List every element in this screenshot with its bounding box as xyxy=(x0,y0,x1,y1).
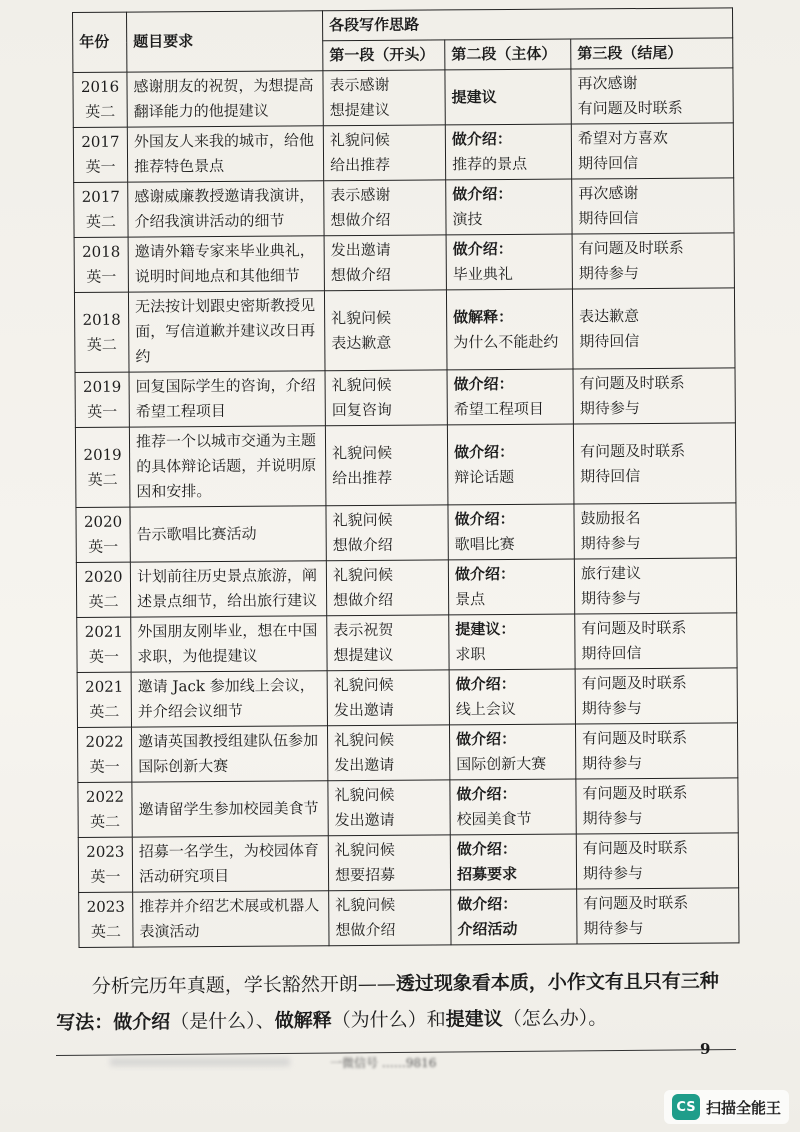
row-task: 邀请英国教授组建队伍参加国际创新大赛 xyxy=(131,726,327,782)
row-paragraph-1: 礼貌问候 想做介绍 xyxy=(326,505,448,561)
header-task: 题目要求 xyxy=(127,11,323,72)
camscanner-logo-icon: CS xyxy=(672,1094,700,1120)
row-year: 2021 英二 xyxy=(77,672,131,727)
table-header-row-1 xyxy=(73,8,733,43)
row-year: 2019 英二 xyxy=(75,427,130,507)
row-paragraph-2 xyxy=(445,124,571,180)
row-paragraph-1: 发出邀请 想做介绍 xyxy=(324,235,446,291)
summary-text: （是什么）、 xyxy=(170,1010,275,1033)
row-task: 外国友人来我的城市，给他推荐特色景点 xyxy=(127,126,323,182)
row-paragraph-1: 礼貌问候 表达歉意 xyxy=(324,290,447,371)
paragraph-2-topic: 希望工程项目 xyxy=(453,399,544,419)
row-paragraph-2 xyxy=(448,559,574,615)
row-paragraph-1: 礼貌问候 发出邀请 xyxy=(328,780,450,836)
row-paragraph-3: 旅行建议 期待参与 xyxy=(574,558,736,614)
paragraph-2-topic: 推荐的景点 xyxy=(452,154,528,174)
row-task: 邀请外籍专家来毕业典礼，说明时间地点和其他细节 xyxy=(128,236,324,292)
row-paragraph-1: 表示感谢 想做介绍 xyxy=(324,180,446,236)
summary-line-1 xyxy=(56,963,736,1005)
paragraph-2-topic: 介绍活动 xyxy=(457,919,518,939)
exam-writing-table xyxy=(72,7,740,948)
table-row xyxy=(74,178,734,238)
table-row xyxy=(73,123,733,183)
paragraph-2-method: 做介绍： xyxy=(454,509,515,529)
row-paragraph-2 xyxy=(450,834,576,890)
row-task: 外国朋友刚毕业，想在中国求职，为他提建议 xyxy=(131,616,327,672)
header-p2: 第二段（主体） xyxy=(445,39,571,70)
table-body xyxy=(73,68,739,948)
row-year: 2020 英二 xyxy=(76,562,130,617)
paragraph-2-method: 做介绍： xyxy=(456,839,517,859)
paragraph-2-topic: 辩论话题 xyxy=(454,467,515,486)
paragraph-2-topic: 演技 xyxy=(452,210,483,229)
row-task: 推荐一个以城市交通为主题的具体辩论话题，并说明原因和安排。 xyxy=(129,426,326,507)
row-paragraph-3: 有问题及时联系 期待回信 xyxy=(573,423,736,504)
row-paragraph-3: 有问题及时联系 期待参与 xyxy=(575,668,737,724)
table-row xyxy=(78,833,738,893)
row-task: 邀请 Jack 参加线上会议，并介绍会议细节 xyxy=(131,671,327,727)
row-paragraph-2 xyxy=(446,289,573,370)
table-row xyxy=(76,503,736,563)
paragraph-2-method: 做介绍： xyxy=(451,129,512,149)
paragraph-2-topic: 为什么不能赴约 xyxy=(453,332,559,351)
row-paragraph-3: 再次感谢 有问题及时联系 xyxy=(571,68,733,124)
paragraph-2-method: 做介绍： xyxy=(452,239,513,259)
summary-text: （为什么）和 xyxy=(331,1008,446,1032)
paragraph-2-method: 做介绍： xyxy=(454,442,515,461)
page-number: 9 xyxy=(700,1040,711,1058)
row-year: 2020 英一 xyxy=(76,507,130,562)
summary-method-explain: 做解释 xyxy=(274,1009,332,1033)
table-row xyxy=(73,68,733,128)
table-row xyxy=(78,778,738,838)
paragraph-2-method: 做介绍： xyxy=(455,674,516,694)
row-year: 2021 英一 xyxy=(77,617,131,672)
row-paragraph-1: 礼貌问候 给出推荐 xyxy=(323,125,445,181)
paragraph-2-topic: 校园美食节 xyxy=(456,809,532,829)
row-paragraph-1: 礼貌问候 想做介绍 xyxy=(326,560,448,616)
paragraph-2-method: 做介绍： xyxy=(457,894,518,914)
table-row xyxy=(74,288,735,373)
summary-text: （怎么办）。 xyxy=(502,1007,608,1031)
row-paragraph-2 xyxy=(449,669,575,725)
row-year: 2016 英二 xyxy=(73,72,127,127)
row-paragraph-3: 有问题及时联系 期待回信 xyxy=(575,613,737,669)
row-year: 2023 英一 xyxy=(78,837,132,892)
row-year: 2019 英一 xyxy=(75,372,129,427)
row-paragraph-3: 有问题及时联系 期待参与 xyxy=(577,888,739,944)
paragraph-2-method: 提建议 xyxy=(451,87,497,106)
paragraph-2-topic: 线上会议 xyxy=(455,699,516,719)
row-paragraph-1: 表示祝贺 想提建议 xyxy=(327,615,449,671)
footer-smudge xyxy=(110,1058,290,1066)
paragraph-2-method: 做介绍： xyxy=(454,564,516,584)
row-task: 告示歌唱比赛活动 xyxy=(130,506,326,562)
paragraph-2-method: 提建议： xyxy=(455,619,516,639)
paragraph-2-method: 做介绍： xyxy=(456,784,517,804)
paragraph-2-topic: 国际创新大赛 xyxy=(456,754,547,774)
row-paragraph-3: 有问题及时联系 期待参与 xyxy=(576,833,738,889)
table-row xyxy=(76,558,736,618)
row-task: 邀请留学生参加校园美食节 xyxy=(132,781,328,837)
row-task: 感谢朋友的祝贺，为想提高翻译能力的他提建议 xyxy=(127,71,323,127)
row-year: 2022 英二 xyxy=(78,782,132,837)
row-paragraph-1: 礼貌问候 想做介绍 xyxy=(329,890,451,946)
row-year: 2018 英一 xyxy=(74,237,128,292)
row-paragraph-1: 礼貌问候 回复咨询 xyxy=(325,370,447,426)
row-paragraph-3: 有问题及时联系 期待参与 xyxy=(573,368,735,424)
summary-emphasis: 透过现象看本质，小作文有且只有三种 xyxy=(395,970,719,996)
row-year: 2018 英二 xyxy=(74,292,129,372)
row-paragraph-3: 鼓励报名 期待参与 xyxy=(574,503,736,559)
paragraph-2-method: 做解释： xyxy=(453,307,514,326)
row-paragraph-1: 表示感谢 想提建议 xyxy=(323,70,445,126)
table-row xyxy=(77,668,737,728)
paragraph-2-topic: 求职 xyxy=(455,645,486,664)
row-paragraph-3: 有问题及时联系 期待参与 xyxy=(572,233,734,289)
row-paragraph-3: 再次感谢 期待回信 xyxy=(572,178,734,234)
row-paragraph-2 xyxy=(449,614,575,670)
row-paragraph-1: 礼貌问候 给出推荐 xyxy=(325,425,448,506)
paragraph-2-topic: 毕业典礼 xyxy=(452,264,513,284)
row-paragraph-1: 礼貌问候 发出邀请 xyxy=(327,670,449,726)
summary-text: 分析完历年真题，学长豁然开朗—— xyxy=(91,973,396,998)
paragraph-2-method: 做介绍： xyxy=(452,184,513,204)
row-task: 回复国际学生的咨询，介绍希望工程项目 xyxy=(129,371,325,427)
row-paragraph-2 xyxy=(445,69,571,125)
row-year: 2017 英二 xyxy=(74,182,128,237)
row-paragraph-3: 有问题及时联系 期待参与 xyxy=(575,723,737,779)
row-paragraph-2 xyxy=(448,504,574,560)
row-task: 感谢威廉教授邀请我演讲，介绍我演讲活动的细节 xyxy=(128,181,324,237)
table-row xyxy=(75,368,735,428)
row-paragraph-3: 希望对方喜欢 期待回信 xyxy=(571,123,733,179)
summary-line-2 xyxy=(56,999,736,1041)
header-ideas: 各段写作思路 xyxy=(322,8,732,41)
row-task: 招募一名学生，为校园体育活动研究项目 xyxy=(132,836,328,892)
row-paragraph-2 xyxy=(449,724,575,780)
table-row xyxy=(74,233,734,293)
row-paragraph-3: 表达歉意 期待回信 xyxy=(572,288,735,369)
row-paragraph-1: 礼貌问候 想要招募 xyxy=(328,835,450,891)
table-row xyxy=(77,613,737,673)
watermark-text: 扫描全能王 xyxy=(706,1098,782,1117)
row-paragraph-2 xyxy=(450,779,576,835)
scanner-watermark xyxy=(664,1090,789,1124)
paragraph-2-topic: 招募要求 xyxy=(456,864,518,884)
header-year: 年份 xyxy=(73,12,127,72)
header-p1: 第一段（开头） xyxy=(323,40,445,71)
footer-text: 一微信号 ……9816 xyxy=(330,1056,437,1070)
row-task: 推荐并介绍艺术展或机器人表演活动 xyxy=(133,891,329,947)
table-row xyxy=(77,723,737,783)
row-paragraph-2 xyxy=(446,234,572,290)
row-paragraph-2 xyxy=(447,424,574,505)
row-task: 无法按计划跟史密斯教授见面，写信道歉并建议改日再约 xyxy=(128,291,325,372)
summary-method-suggest: 提建议 xyxy=(445,1008,503,1031)
summary-method-introduce: 写法：做介绍 xyxy=(56,1010,171,1034)
summary-paragraph xyxy=(56,963,737,1041)
paragraph-2-topic: 景点 xyxy=(455,590,486,609)
row-paragraph-1: 礼貌问候 发出邀请 xyxy=(327,725,449,781)
paragraph-2-topic: 歌唱比赛 xyxy=(454,534,515,554)
row-paragraph-2 xyxy=(447,369,573,425)
row-year: 2023 英二 xyxy=(79,892,133,947)
row-task: 计划前往历史景点旅游，阐述景点细节，给出旅行建议 xyxy=(130,561,326,617)
row-paragraph-3: 有问题及时联系 期待参与 xyxy=(576,778,738,834)
table-row xyxy=(75,423,736,508)
row-year: 2017 英一 xyxy=(73,127,127,182)
table-row xyxy=(79,888,739,948)
header-p3: 第三段（结尾） xyxy=(571,38,733,69)
row-paragraph-2 xyxy=(446,179,572,235)
paragraph-2-method: 做介绍： xyxy=(456,729,517,749)
row-paragraph-2 xyxy=(451,889,577,945)
paragraph-2-method: 做介绍： xyxy=(453,374,514,394)
row-year: 2022 英一 xyxy=(77,727,131,782)
